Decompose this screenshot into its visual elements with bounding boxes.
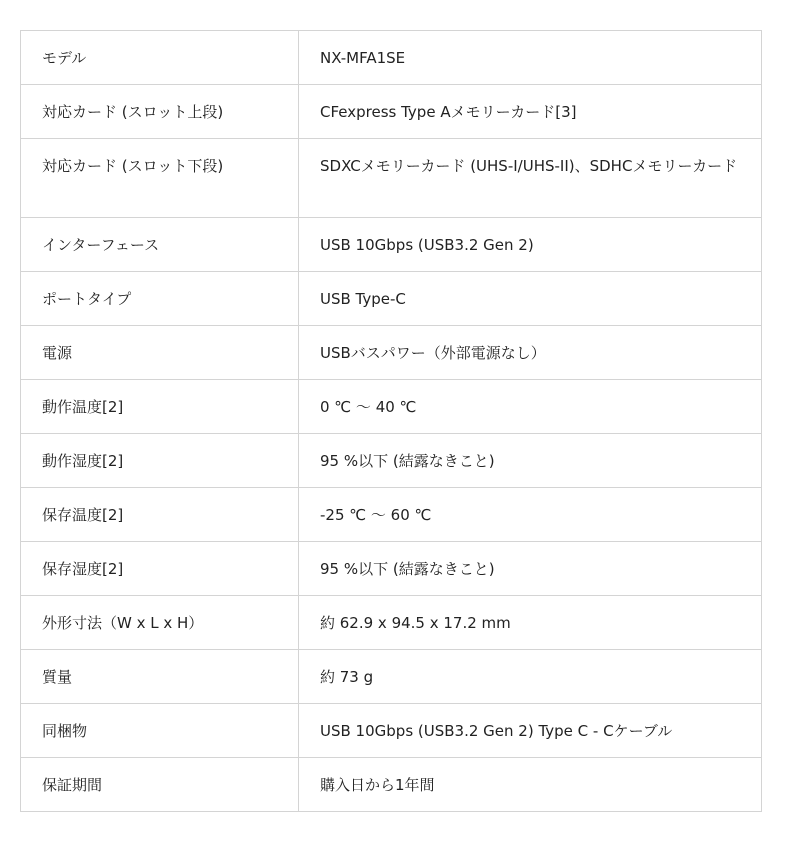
spec-label: 保存温度[2] — [21, 488, 299, 542]
spec-value: 95 %以下 (結露なきこと) — [299, 434, 762, 488]
table-row — [21, 31, 762, 85]
spec-value: USB Type-C — [299, 272, 762, 326]
table-row — [21, 704, 762, 758]
spec-value: SDXCメモリーカード (UHS-I/UHS-II)、SDHCメモリーカード — [299, 139, 762, 218]
table-row — [21, 758, 762, 812]
table-row — [21, 85, 762, 139]
spec-label: インターフェース — [21, 218, 299, 272]
table-row — [21, 434, 762, 488]
spec-value: USBバスパワー（外部電源なし） — [299, 326, 762, 380]
table-row — [21, 542, 762, 596]
spec-value: -25 ℃ ～ 60 ℃ — [299, 488, 762, 542]
spec-table — [20, 30, 762, 812]
table-row — [21, 488, 762, 542]
spec-value: CFexpress Type Aメモリーカード[3] — [299, 85, 762, 139]
spec-label: 外形寸法（W x L x H） — [21, 596, 299, 650]
spec-value: USB 10Gbps (USB3.2 Gen 2) Type C - Cケーブル — [299, 704, 762, 758]
table-row — [21, 596, 762, 650]
spec-value: 約 73 g — [299, 650, 762, 704]
table-row — [21, 380, 762, 434]
spec-label: ポートタイプ — [21, 272, 299, 326]
spec-label: モデル — [21, 31, 299, 85]
spec-value: 購入日から1年間 — [299, 758, 762, 812]
spec-label: 同梱物 — [21, 704, 299, 758]
spec-label: 対応カード (スロット下段) — [21, 139, 299, 218]
table-row — [21, 218, 762, 272]
table-row — [21, 139, 762, 218]
table-row — [21, 272, 762, 326]
spec-label: 対応カード (スロット上段) — [21, 85, 299, 139]
table-row — [21, 326, 762, 380]
table-row — [21, 650, 762, 704]
spec-label: 動作温度[2] — [21, 380, 299, 434]
spec-label: 保存湿度[2] — [21, 542, 299, 596]
spec-label: 電源 — [21, 326, 299, 380]
spec-value: 約 62.9 x 94.5 x 17.2 mm — [299, 596, 762, 650]
spec-value: 0 ℃ ～ 40 ℃ — [299, 380, 762, 434]
spec-label: 質量 — [21, 650, 299, 704]
spec-label: 保証期間 — [21, 758, 299, 812]
spec-value: NX-MFA1SE — [299, 31, 762, 85]
spec-value: 95 %以下 (結露なきこと) — [299, 542, 762, 596]
spec-value: USB 10Gbps (USB3.2 Gen 2) — [299, 218, 762, 272]
spec-label: 動作湿度[2] — [21, 434, 299, 488]
